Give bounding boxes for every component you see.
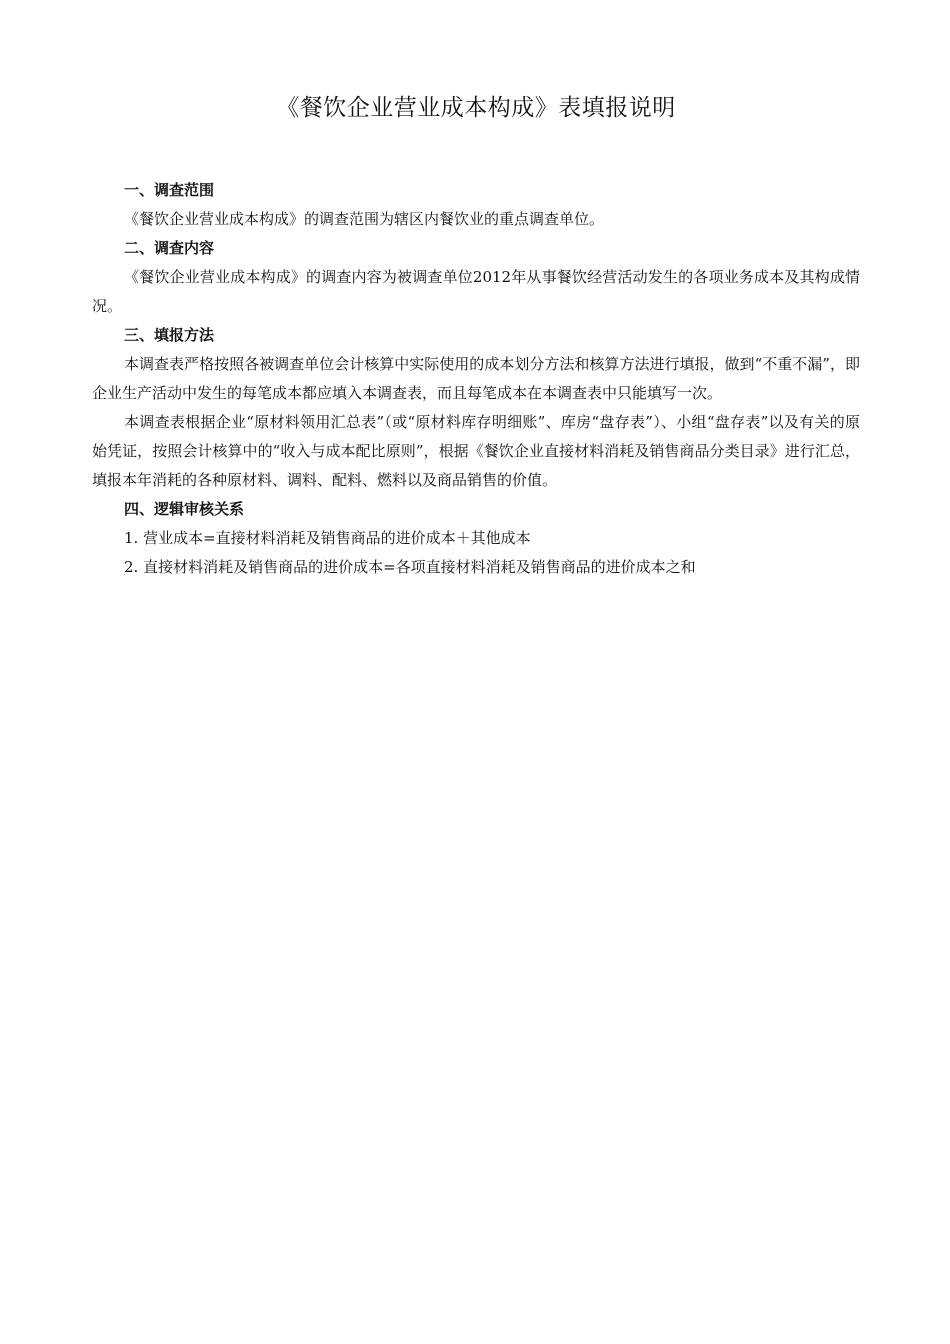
section-heading: 一、调查范围 xyxy=(124,181,215,199)
paragraph: 本调查表严格按照各被调查单位会计核算中实际使用的成本划分方法和核算方法进行填报，做到“不重不漏”，即企业生产活动中发生的每笔成本都应填入本调查表，而且每笔成本在本调查表中只能填写一次。 xyxy=(92,355,860,402)
section-survey-content xyxy=(92,234,860,321)
document-title: 《餐饮企业营业成本构成》表填报说明 xyxy=(276,95,676,121)
section-heading: 四、逻辑审核关系 xyxy=(124,500,245,518)
paragraph: 本调查表根据企业“原材料领用汇总表”（或“原材料库存明细账”、库房“盘存表”）、小组“盘存表”以及有关的原始凭证，按照会计核算中的“收入与成本配比原则”，根据《餐饮企业直接材料消耗及销售商品分类目录》进行汇总，填报本年消耗的各种原材料、调料、配料、燃料以及商品销售的价值。 xyxy=(92,413,860,489)
document-page xyxy=(92,0,860,582)
section-filling-method xyxy=(92,321,860,495)
section-heading: 三、填报方法 xyxy=(124,326,215,344)
section-survey-scope xyxy=(92,176,860,234)
rule-item: 2. 直接材料消耗及销售商品的进价成本=各项直接材料消耗及销售商品的进价成本之和 xyxy=(124,558,696,576)
section-logic-check xyxy=(92,495,860,582)
paragraph: 《餐饮企业营业成本构成》的调查内容为被调查单位2012年从事餐饮经营活动发生的各项业务成本及其构成情况。 xyxy=(92,268,860,315)
paragraph: 《餐饮企业营业成本构成》的调查范围为辖区内餐饮业的重点调查单位。 xyxy=(124,210,605,228)
section-heading: 二、调查内容 xyxy=(124,239,215,257)
rule-item: 1. 营业成本=直接材料消耗及销售商品的进价成本＋其他成本 xyxy=(124,529,531,547)
document-body xyxy=(92,176,860,582)
